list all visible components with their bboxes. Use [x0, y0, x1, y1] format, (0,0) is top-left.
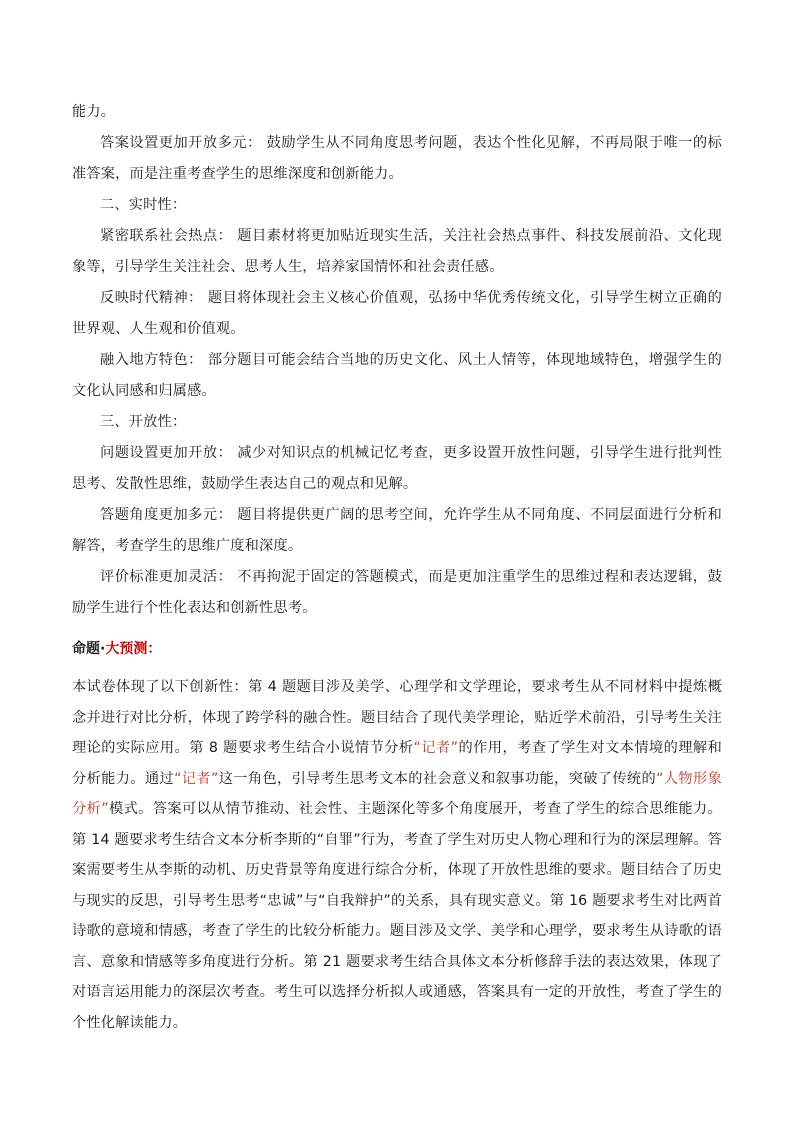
paragraph-text: 部分题目可能会结合当地的历史文化、风土人情等，体现地域特色，增强学生的文化认同感和归属感。 — [72, 352, 722, 399]
paragraph-local-features — [72, 345, 722, 407]
prediction-section — [72, 672, 722, 1038]
continued-paragraph: 能力。 — [72, 104, 116, 120]
quoted-term: “记者” — [174, 770, 219, 787]
paragraph-social-hotspots — [72, 221, 722, 283]
paragraph-text: 模式。答案可以从情节推动、社会性、主题深化等多个角度展开，考查了学生的综合思维能力。第 14 题要求考生结合文本分析李斯的“自罪”行为，考查了学生对历史人物心理和行为的深层理解。答案需要考生从李斯的动机、历史背景等角度进行综合分析，体现了开放性思维的要求。题目结合了历史与现实的反思，引导考生思考“忠诚”与“自我辩护”的关系，具有现实意义。第 16 题要求考生对比两首诗歌的意境和情感，考查了学生的比较分析能力。题目涉及文学、美学和心理学，要求考生从诗歌的语言、意象和情感等多角度进行分析。第 21 题要求考生结合具体文本分析修辞手法的表达效果，体现了对语言运用能力的深层次考查。考生可以选择分析拟人或通感，答案具有一定的开放性，考查了学生的个性化解读能力。 — [72, 801, 723, 1031]
paragraph-label: 评价标准更加灵活： — [100, 569, 233, 585]
paragraph-text: 题目素材将更加贴近现实生活，关注社会热点事件、科技发展前沿、文化现象等，引导学生关注社会、思考人生，培养家国情怀和社会责任感。 — [72, 228, 722, 275]
paragraph-text: 这一角色，引导考生思考文本的社会意义和叙事功能，突破了传统的 — [218, 770, 657, 787]
paragraph-spirit-of-times — [72, 283, 722, 345]
prediction-paragraph — [72, 672, 722, 1038]
paragraph-text: 本试卷体现了以下创新性：第 4 题题目涉及美学、心理学和文学理论，要求考生从不同材料中提炼概念并进行对比分析，体现了跨学科的融合性。题目结合了现代美学理论，贴近学术前沿，引导考生关注理论的实际应用。第 8 题要求考生结合小说情节分析 — [72, 679, 722, 756]
section-heading-openness: 三、开放性： — [100, 414, 187, 430]
paragraph-flexible-evaluation — [72, 562, 722, 624]
paragraph-label: 融入地方特色： — [100, 352, 203, 368]
paragraph-label: 答案设置更加开放多元： — [100, 135, 262, 151]
paragraph-label: 答题角度更加多元： — [100, 507, 233, 523]
quoted-term: “人物形象分析” — [72, 770, 722, 817]
upper-section — [72, 97, 722, 624]
paragraph-open-questions — [72, 438, 722, 500]
prediction-heading — [72, 639, 722, 659]
section-heading-timeliness: 二、实时性： — [100, 197, 187, 213]
paragraph-label: 紧密联系社会热点： — [100, 228, 233, 244]
heading-part-2: 大预测： — [105, 641, 162, 657]
paragraph-open-answers — [72, 128, 722, 190]
paragraph-label: 反映时代精神： — [100, 290, 203, 306]
paragraph-text: 减少对知识点的机械记忆考查，更多设置开放性问题，引导学生进行批判性思考、发散性思维，鼓励学生表达自己的观点和见解。 — [72, 445, 722, 492]
paragraph-text: 的作用，考查了学生对文本情境的理解和分析能力。通过 — [72, 740, 722, 787]
paragraph-label: 问题设置更加开放： — [100, 445, 233, 461]
paragraph-text: 鼓励学生从不同角度思考问题，表达个性化见解，不再局限于唯一的标准答案，而是注重考查学生的思维深度和创新能力。 — [72, 135, 722, 182]
paragraph-diverse-angles — [72, 500, 722, 562]
paragraph-text: 题目将体现社会主义核心价值观，弘扬中华优秀传统文化，引导学生树立正确的世界观、人生观和价值观。 — [72, 290, 722, 337]
heading-title — [72, 639, 722, 659]
heading-part-1: 命题· — [72, 641, 106, 657]
paragraph-text: 不再拘泥于固定的答题模式，而是更加注重学生的思维过程和表达逻辑，鼓励学生进行个性化表达和创新性思考。 — [72, 569, 722, 616]
quoted-term: “记者” — [413, 740, 459, 756]
paragraph-text: 题目将提供更广阔的思考空间，允许学生从不同角度、不同层面进行分析和解答，考查学生的思维广度和深度。 — [72, 507, 722, 554]
